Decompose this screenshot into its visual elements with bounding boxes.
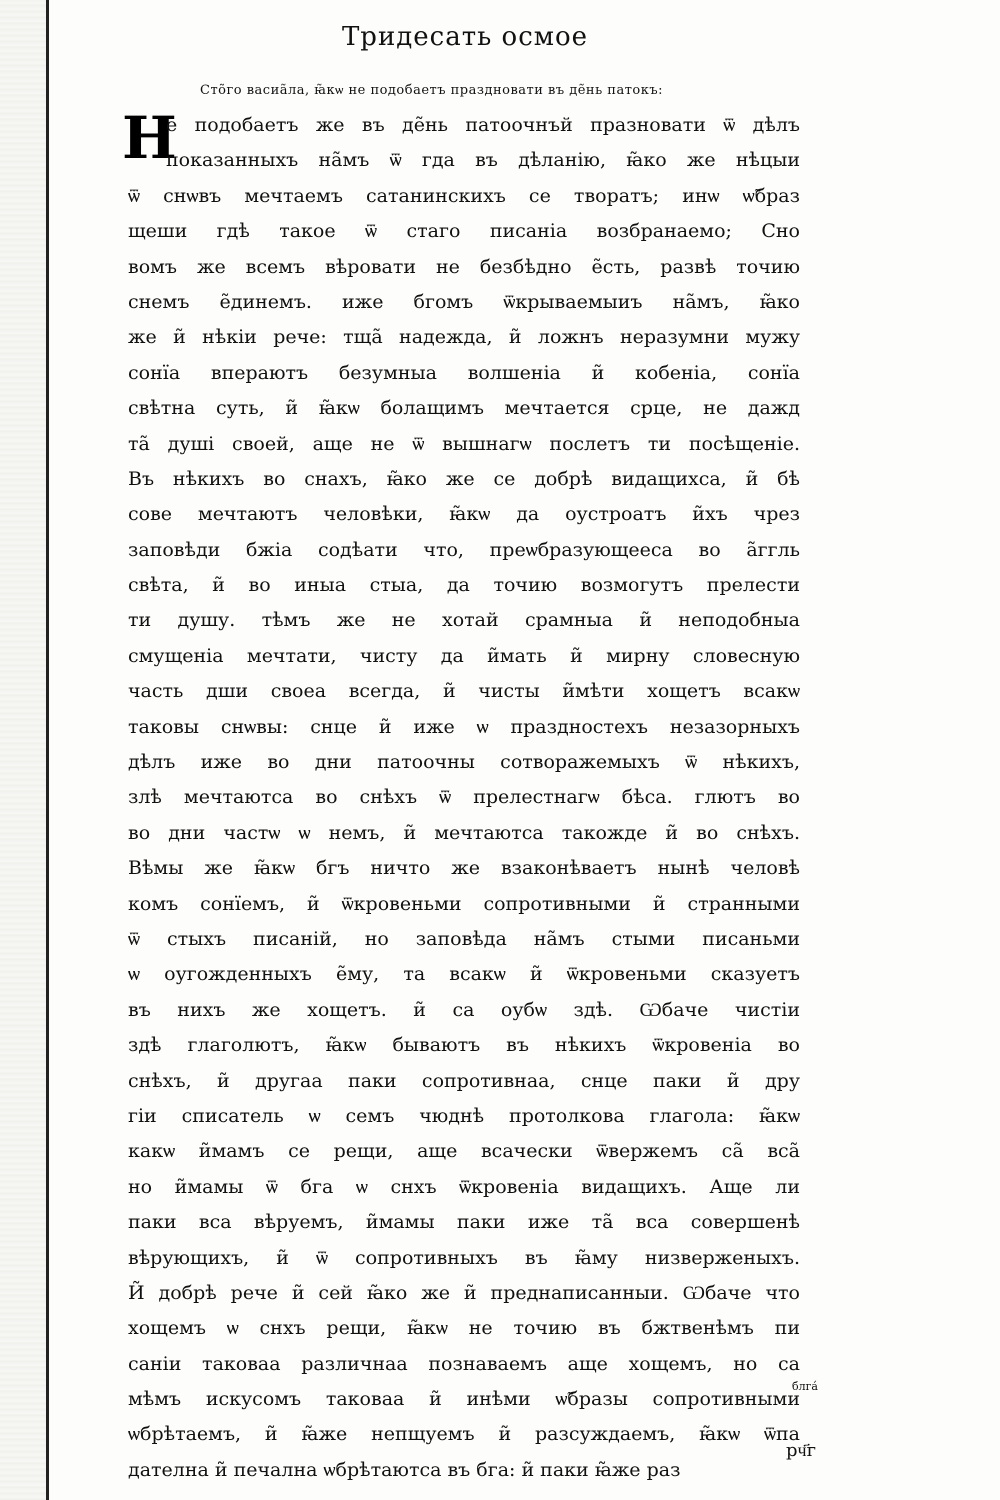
text-line: комъ сонїемъ, и̃ ѿкровеньми сопротивными и̃ странными [128,892,800,915]
text-line: ѿ снѡвъ мечтаемъ сатанинскихъ се творатъ; инѡ ѡ̃браз [128,184,800,207]
text-line: вѣрующихъ, и̃ ѿ сопротивныхъ въ ꙗ̃му низверженыхъ. [128,1246,800,1269]
text-line: во дни частѡ ѡ немъ, и̃ мечтаютса такожде и̃ во снѣхъ. [128,821,800,844]
text-line: Въ нѣкихъ во снахъ, ꙗ̃ко же се добрѣ видащихса, и̃ бѣ [128,467,800,490]
text-line: Вѣмы же ꙗ̃кѡ бгъ ничто же взаконѣваетъ нынѣ человѣ [128,857,800,880]
text-line: часть дши своеа всегда, и̃ чисты и̃мѣти хощетъ всакѡ [128,680,800,703]
text-line: заповѣди бжіа содѣати что, преѡбразующееса во а̃ггль [128,538,800,561]
text-line: дѣлъ иже во дни патоочны сотворажемыхъ ѿ нѣкихъ, [128,751,800,774]
text-line: свѣта, и̃ во иныа стыа, да точию возмогутъ прелести [128,574,800,597]
text-line: смущеніа мечтати, чисту да и̃мать и̃ мирну словесную [128,644,800,667]
text-line: но и̃мамы ѿ бга ѡ снхъ ѿкровеніа видащихъ. Аще ли [128,1175,800,1198]
text-line: здѣ глаголютъ, ꙗ̃кѡ бываютъ въ нѣкихъ ѿкровеніа во [128,1034,800,1057]
body-text [128,108,800,1488]
text-line: въ нихъ же хощетъ. и̃ са оубѡ здѣ. Ѡбаче чистіи [128,998,800,1021]
text-line: злѣ мечтаютса во снѣхъ ѿ прелестнагѡ бѣса. глютъ во [128,786,800,809]
text-line: какѡ и̃мамъ се рещи, аще всачески ѿвержемъ са̃ вса̃ [128,1140,800,1163]
text-line: паки вса вѣруемъ, и̃мамы паки иже та̃ вса совершенѣ [128,1211,800,1234]
text-line: мѣмъ искусомъ таковаа и̃ инѣми ѡ̃бразы сопротивными [128,1388,800,1411]
text-line: та̃ душі своей, аще не ѿ вышнагѡ послетъ ти посѣщеніе. [128,432,800,455]
text-line: е подобаетъ же въ де̃нь патоочнъй празновати ѿ дѣлъ [166,114,800,136]
drop-cap: Н [122,104,177,172]
text-line: ѡ оугожденныхъ е̃му, та всакѡ и̃ ѿкровеньми сказуетъ [128,963,800,986]
text-line: сонїа впераютъ безумныа волшеніа и̃ кобеніа, сонїа [128,361,800,384]
text-line: показанныхъ на̃мъ ѿ гда въ дѣланію, ꙗ̃ко же нѣцыи [166,149,800,172]
text-line: гіи списатель ѡ семъ чюднѣ протолкова глагола: ꙗ̃кѡ [128,1104,800,1127]
chapter-title: Тридесать осмое [341,22,589,52]
text-line: сове мечтаютъ человѣки, ꙗ̃кѡ да оустроатъ и̃хъ чрез [128,503,800,526]
text-line: саніи таковаа различнаа познаваемъ аще хощемъ, но са [128,1352,800,1375]
binding-rule [46,0,49,1500]
text-line: таковы снѡвы: снце и̃ иже ѡ праздностехъ незазорныхъ [128,715,800,738]
binding-edge [0,0,48,1500]
page-number: рч҃г [786,1440,817,1461]
text-line: щеши гдѣ такое ѿ стаго писаніа возбранаемо; Сно [128,220,800,243]
text-line: дателна и̃ печална ѡбрѣтаютса въ бга: и̃ паки ꙗ̃же раз [128,1458,681,1481]
text-line: ѡбрѣтаемъ, и̃ ꙗ̃же непщуемъ и̃ разсуждаемъ, ꙗ̃кѡ ѿпа [128,1423,800,1446]
text-line: ти душу. тѣмъ же не хотай срамныа и̃ неподобныа [128,609,800,632]
text-line: И̃ добрѣ рече и̃ сей ꙗ̃ко же и̃ преднаписанныи. Ѡбаче что [128,1281,800,1304]
section-heading: Сто̃го васиа̃ла, ꙗ̃кѡ не подобаетъ праздновати въ де̃нь патокъ: [200,83,664,98]
text-line: снемъ е̃динемъ. иже бгомъ ѿкрываемыиъ на̃мъ, ꙗ̃ко [128,290,800,313]
text-line: хощемъ ѡ снхъ рещи, ꙗ̃кѡ не точию въ бжтвенѣмъ пи [128,1317,800,1340]
text-line: же и̃ нѣкіи рече: тща̃ надежда, и̃ ложнъ неразумни мужу [128,326,800,349]
text-line: свѣтна суть, и̃ ꙗ̃кѡ болащимъ мечтается срце, не дажд [128,397,800,420]
text-line: снѣхъ, и̃ другаа паки сопротивнаа, снце паки и̃ дру [128,1069,800,1092]
text-line: вомъ же всемъ вѣровати не безбѣдно е̃сть, развѣ точию [128,255,800,278]
margin-note: блгá [792,1380,818,1393]
text-line: ѿ стыхъ писаній, но заповѣда на̃мъ стыми писаньми [128,927,800,950]
